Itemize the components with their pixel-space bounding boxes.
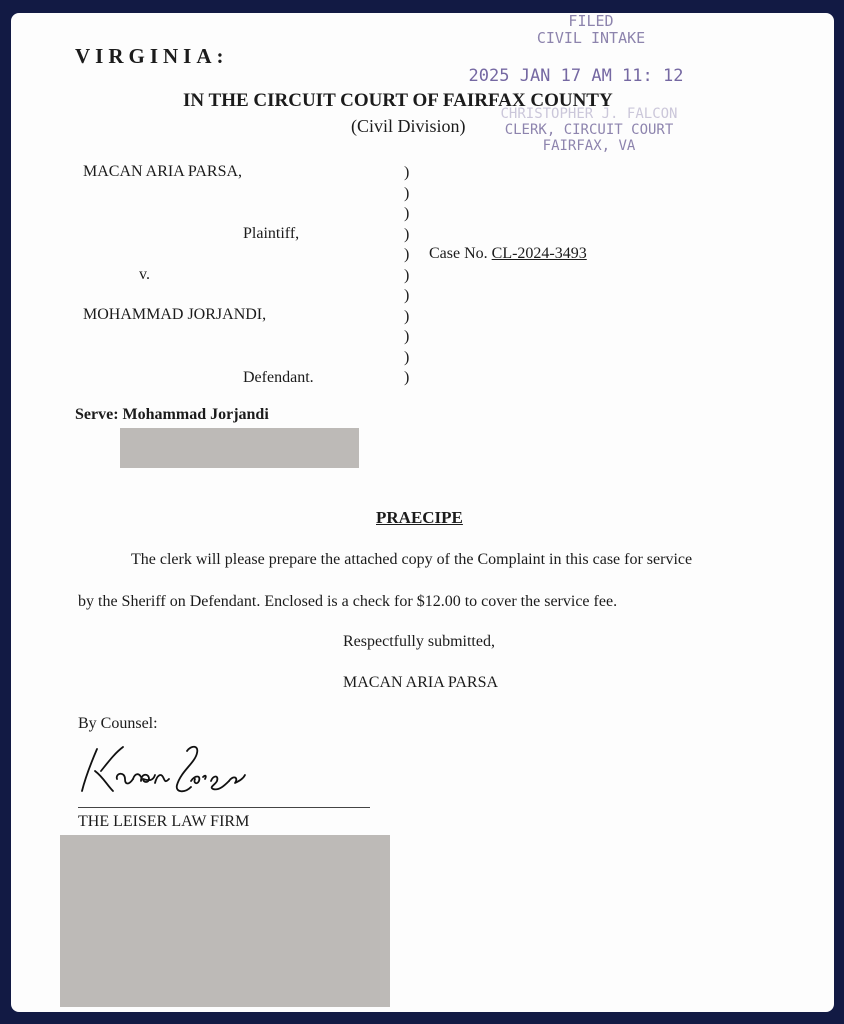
stamp-location: FAIRFAX, VA [542,138,636,154]
division-label: (Civil Division) [351,116,466,136]
case-number [429,245,587,263]
serve-line: Serve: Mohammad Jorjandi [75,406,269,423]
redacted-contact-info [60,835,390,1007]
document-page [11,13,834,1012]
defendant-name: MOHAMMAD JORJANDI, [83,306,267,323]
plaintiff-label: Plaintiff, [243,225,300,242]
court-heading: IN THE CIRCUIT COURT OF FAIRFAX COUNTY [183,90,613,111]
by-counsel-label: By Counsel: [78,715,158,732]
closing-line: Respectfully submitted, [343,633,495,650]
stamp-clerk-title: CLERK, CIRCUIT COURT [504,122,674,138]
case-number-value: CL-2024-3493 [491,245,587,262]
signature-line [78,807,370,808]
body-line-2: by the Sheriff on Defendant. Enclosed is a check for $12.00 to cover the service fee. [78,593,618,610]
stamp-intake: CIVIL INTAKE [536,29,646,47]
versus-label: v. [139,266,150,283]
handwritten-signature [79,741,249,801]
stamp-filed: FILED [568,13,614,30]
stamp-clerk-name: CHRISTOPHER J. FALCON [500,106,678,122]
body-line-1: The clerk will please prepare the attached copy of the Complaint in this case for service [131,551,693,568]
state-heading: VIRGINIA: [75,44,229,68]
law-firm-name: THE LEISER LAW FIRM [78,813,250,830]
submitting-party: MACAN ARIA PARSA [343,674,499,691]
filed-stamp [481,13,701,47]
redacted-address [120,428,359,468]
caption-bracket: ) ) ) ) ) ) ) ) ) ) ) [404,164,410,386]
stamp-datetime: 2025 JAN 17 AM 11: 12 [468,66,684,86]
clerk-stamp [469,106,709,154]
case-number-label: Case No. [429,245,488,262]
document-title: PRAECIPE [376,508,463,527]
defendant-label: Defendant. [243,369,314,386]
plaintiff-name: MACAN ARIA PARSA, [83,163,243,180]
